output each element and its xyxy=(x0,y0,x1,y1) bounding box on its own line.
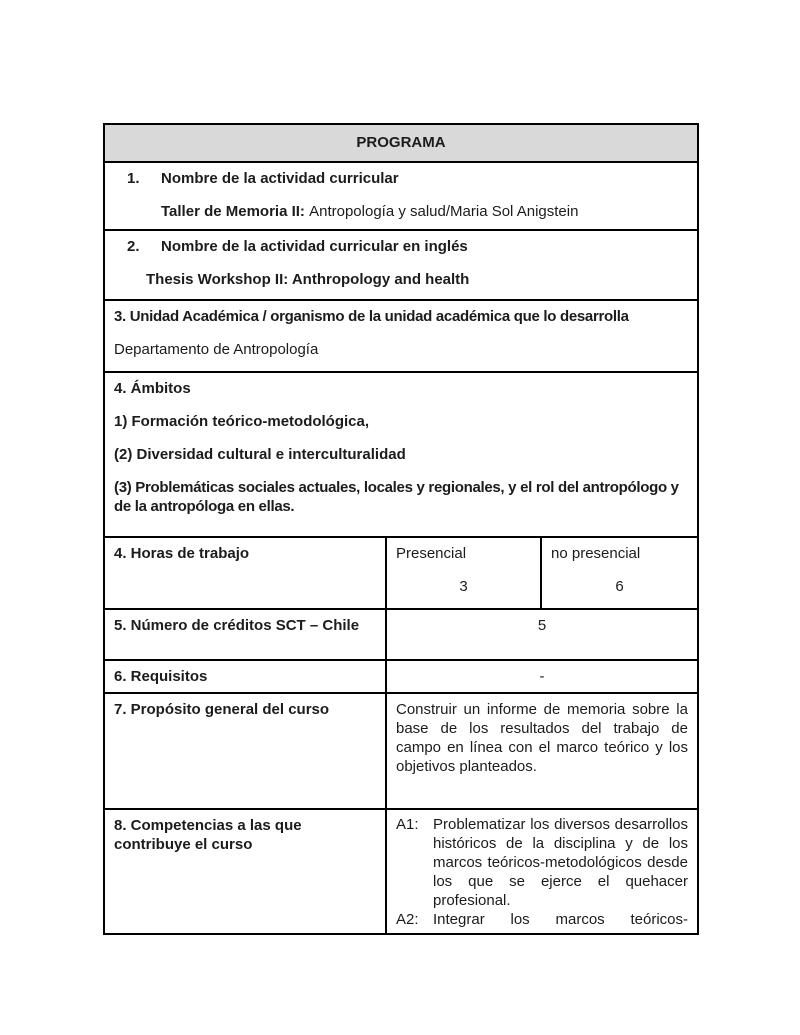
document-page xyxy=(103,123,699,935)
row-requisitos xyxy=(104,660,698,693)
row-ambitos xyxy=(104,372,698,537)
item-number: 1. xyxy=(127,170,140,187)
ambitos-label: 4. Ámbitos xyxy=(114,380,191,397)
row-competencias xyxy=(104,809,698,934)
competencias-value-cell xyxy=(386,809,698,934)
row-creditos xyxy=(104,609,698,660)
horas-trabajo-label-cell xyxy=(104,537,386,609)
program-table xyxy=(103,123,699,935)
competencia-a1-text: Problematizar los diversos desarrollos históricos de la disciplina y de los marcos teóricos-metodológicos desde los que se ejerce el quehacer profesional. xyxy=(433,816,688,909)
requisitos-label-cell xyxy=(104,660,386,693)
requisitos-value: - xyxy=(539,668,545,685)
ambito-item-3: (3) Problemáticas sociales actuales, locales y regionales, y el rol del antropólogo y de la antropóloga en ellas. xyxy=(114,479,679,515)
no-presencial-value: 6 xyxy=(615,578,624,595)
requisitos-value-cell xyxy=(386,660,698,693)
nombre-actividad-value xyxy=(114,202,688,221)
ambito-item-1: 1) Formación teórico-metodológica, xyxy=(114,413,370,430)
competencia-a2 xyxy=(396,910,688,929)
competencias-label: 8. Competencias a las que contribuye el curso xyxy=(114,817,302,853)
course-name-bold: Taller de Memoria II: xyxy=(161,203,310,220)
item-number: 2. xyxy=(127,238,140,255)
nombre-ingles-value: Thesis Workshop II: Anthropology and health xyxy=(146,271,470,288)
horas-presencial-cell xyxy=(386,537,541,609)
unidad-academica-label: 3. Unidad Académica / organismo de la unidad académica que lo desarrolla xyxy=(114,308,629,325)
nombre-ingles-cell xyxy=(104,230,698,300)
item-label: Nombre de la actividad curricular xyxy=(161,170,399,187)
nombre-ingles-heading xyxy=(114,237,688,256)
unidad-academica-value: Departamento de Antropología xyxy=(114,341,319,358)
row-unidad-academica xyxy=(104,300,698,372)
nombre-actividad-heading xyxy=(114,169,688,188)
proposito-label: 7. Propósito general del curso xyxy=(114,701,330,718)
row-horas-trabajo xyxy=(104,537,698,609)
ambito-item-2: (2) Diversidad cultural e interculturalidad xyxy=(114,446,406,463)
row-proposito xyxy=(104,693,698,809)
creditos-value: 5 xyxy=(537,617,547,634)
proposito-value-cell xyxy=(386,693,698,809)
creditos-value-cell xyxy=(386,609,698,660)
presencial-label: Presencial xyxy=(396,545,467,562)
no-presencial-label: no presencial xyxy=(551,545,641,562)
nombre-actividad-cell xyxy=(104,162,698,230)
competencia-a2-code: A2: xyxy=(396,911,419,928)
competencia-a1 xyxy=(396,815,688,910)
proposito-value: Construir un informe de memoria sobre la base de los resultados del trabajo de campo en línea con el marco teórico y los objetivos planteados. xyxy=(396,701,688,775)
proposito-label-cell xyxy=(104,693,386,809)
requisitos-label: 6. Requisitos xyxy=(114,668,208,685)
row-nombre-ingles xyxy=(104,230,698,300)
horas-trabajo-label: 4. Horas de trabajo xyxy=(114,545,250,562)
row-nombre-actividad xyxy=(104,162,698,230)
creditos-label-cell xyxy=(104,609,386,660)
presencial-value: 3 xyxy=(459,578,468,595)
horas-no-presencial-cell xyxy=(541,537,698,609)
competencias-label-cell xyxy=(104,809,386,934)
unidad-academica-cell xyxy=(104,300,698,372)
program-title: PROGRAMA xyxy=(356,134,446,151)
creditos-label: 5. Número de créditos SCT – Chile xyxy=(114,617,360,634)
row-program-header xyxy=(104,124,698,162)
ambitos-cell xyxy=(104,372,698,537)
course-name-regular: Antropología y salud/Maria Sol Anigstein xyxy=(309,203,579,220)
competencia-a2-text: Integrar los marcos teóricos- xyxy=(433,911,688,928)
competencia-a1-code: A1: xyxy=(396,816,419,833)
program-title-cell xyxy=(104,124,698,162)
item-label: Nombre de la actividad curricular en inglés xyxy=(161,238,468,255)
